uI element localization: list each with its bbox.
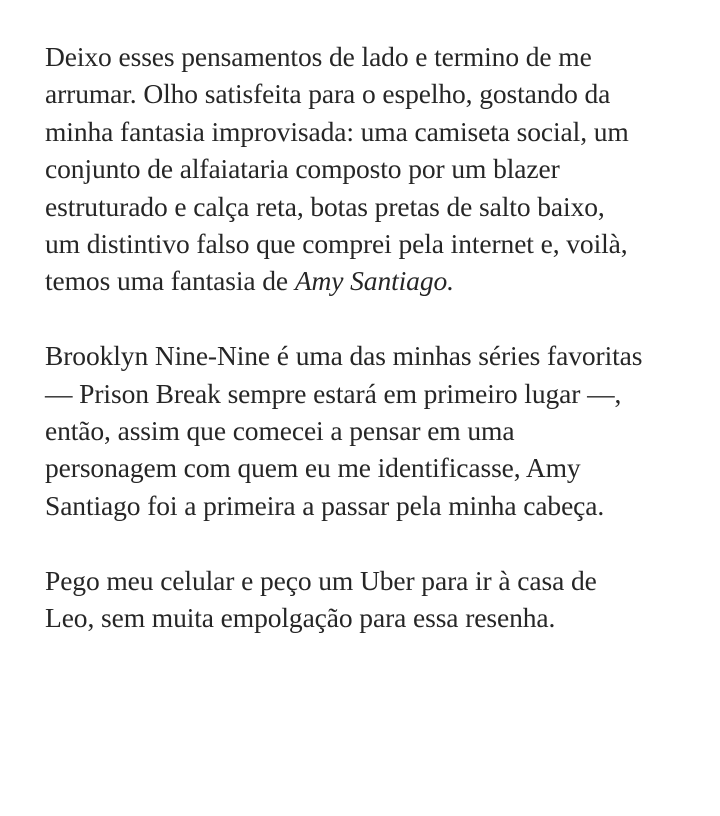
text-line: Pego meu celular e peço um Uber para ir à casa de bbox=[45, 564, 597, 596]
text-segment: temos uma fantasia de bbox=[45, 265, 295, 297]
text-line: — Prison Break sempre estará em primeiro lugar —, bbox=[45, 377, 622, 409]
paragraph-1 bbox=[45, 38, 717, 300]
text-line: um distintivo falso que comprei pela internet e, voilà, bbox=[45, 228, 628, 260]
paragraph-2 bbox=[45, 337, 717, 524]
reading-page bbox=[45, 38, 717, 636]
text-line: Deixo esses pensamentos de lado e termino de me bbox=[45, 41, 592, 72]
text-line: Brooklyn Nine-Nine é uma das minhas séries favoritas bbox=[45, 340, 643, 372]
text-line: arrumar. Olho satisfeita para o espelho, gostando da bbox=[45, 78, 611, 110]
text-line: Santiago foi a primeira a passar pela minha cabeça. bbox=[45, 489, 605, 521]
text-line-with-italic bbox=[45, 262, 717, 299]
text-line: estruturado e calça reta, botas pretas de salto baixo, bbox=[45, 190, 605, 222]
paragraph-3 bbox=[45, 562, 717, 637]
text-line: personagem com quem eu me identificasse, Amy bbox=[45, 452, 581, 484]
text-line: conjunto de alfaiataria composto por um blazer bbox=[45, 153, 560, 185]
text-line: Leo, sem muita empolgação para essa resenha. bbox=[45, 602, 556, 634]
text-line: então, assim que comecei a pensar em uma bbox=[45, 415, 515, 447]
text-line: minha fantasia improvisada: uma camiseta social, um bbox=[45, 115, 629, 147]
italic-character-name: Amy Santiago. bbox=[294, 265, 454, 297]
